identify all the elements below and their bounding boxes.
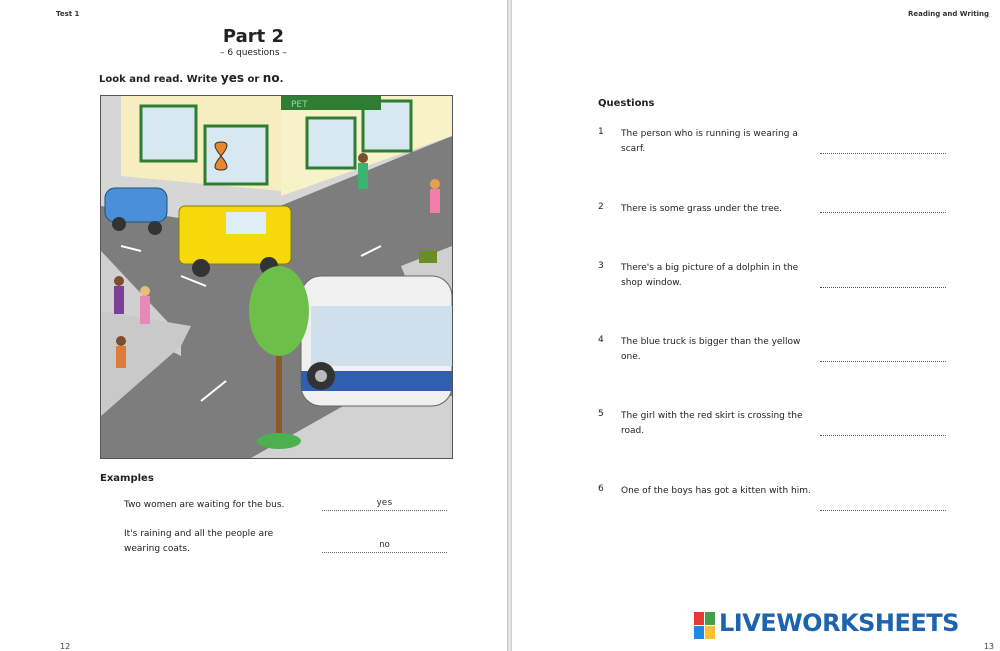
question-6-answer-line[interactable] — [820, 500, 946, 511]
page-number-right: 13 — [983, 642, 994, 651]
question-6-number: 6 — [598, 484, 604, 494]
question-5-number: 5 — [598, 409, 604, 419]
instructions — [99, 71, 283, 85]
right-page — [512, 0, 1000, 651]
part-title: Part 2 — [222, 26, 285, 47]
question-4-answer-line[interactable] — [820, 351, 946, 362]
question-2-answer-line[interactable] — [820, 202, 946, 213]
question-1-number: 1 — [598, 127, 604, 137]
example-1-text: Two women are waiting for the bus. — [124, 500, 285, 510]
part-subtitle: – 6 questions – — [220, 48, 287, 58]
question-3-answer-line[interactable] — [820, 277, 946, 288]
question-5-text: The girl with the red skirt is crossing the road. — [621, 411, 803, 436]
question-3-number: 3 — [598, 261, 604, 271]
question-1-text: The person who is running is wearing a scarf. — [621, 129, 798, 154]
instructions-yes: yes — [220, 71, 245, 85]
liveworksheets-logo-icon — [694, 612, 716, 640]
question-3-text: There's a big picture of a dolphin in the shop window. — [621, 263, 799, 288]
question-2-number: 2 — [598, 202, 604, 212]
instructions-or: or — [244, 74, 263, 85]
instructions-no: no — [262, 71, 280, 85]
example-2-text: It's raining and all the people are wearing coats. — [124, 529, 274, 554]
question-5-answer-line[interactable] — [820, 425, 946, 436]
example-2-answer: no — [322, 540, 447, 553]
page-number-left: 12 — [60, 642, 71, 651]
page-header-right: Reading and Writing — [907, 10, 989, 18]
brand-name: LIVEWORKSHEETS — [719, 609, 959, 637]
question-4-number: 4 — [598, 335, 604, 345]
shop-sign: PET — [291, 100, 308, 110]
examples-title: Examples — [100, 473, 154, 484]
example-1-answer: yes — [322, 498, 447, 511]
page-header-left: Test 1 — [56, 10, 80, 18]
question-1-answer-line[interactable] — [820, 143, 946, 154]
question-4-text: The blue truck is bigger than the yellow one. — [621, 337, 801, 362]
questions-title: Questions — [598, 98, 655, 109]
instructions-before: Look and read. Write — [99, 74, 221, 85]
street-scene-illustration — [100, 95, 453, 459]
question-2-text: There is some grass under the tree. — [621, 204, 783, 214]
instructions-after: . — [279, 74, 284, 85]
question-6-text: One of the boys has got a kitten with him. — [621, 486, 811, 496]
